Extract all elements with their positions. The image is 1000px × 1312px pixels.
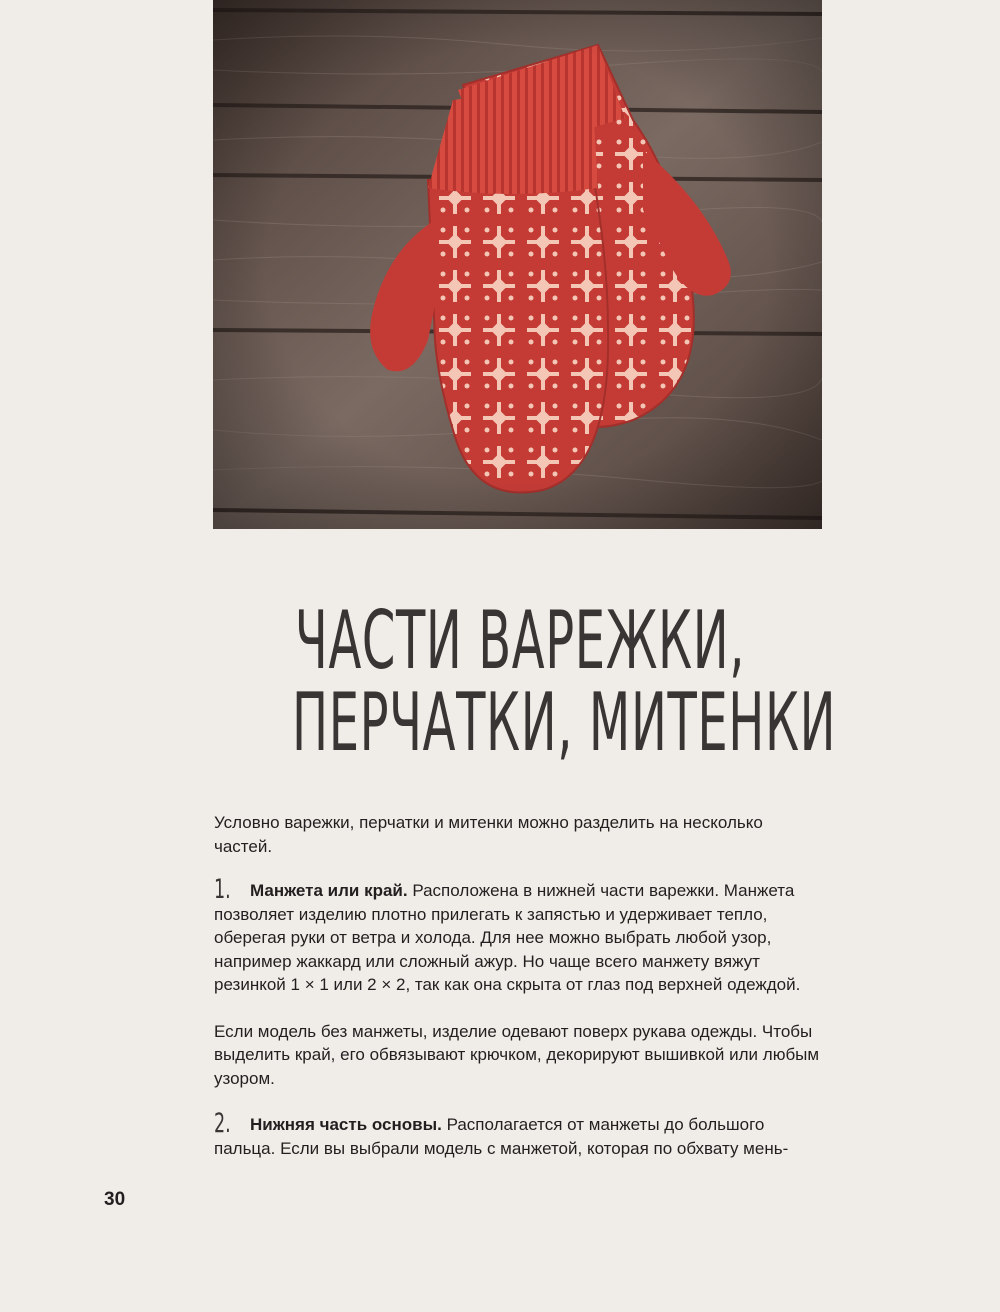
page-title <box>140 594 900 769</box>
article-body <box>214 811 824 1160</box>
extra-paragraph: Если модель без манжеты, изделие одевают поверх рукава одежды. Чтобы выделить край, его обвязывают крючком, декорируют вышивкой или любым узором. <box>214 1021 820 1088</box>
section-2 <box>214 1108 824 1160</box>
section-1-text: Расположена в нижней части варежки. Манжета позволяет изделию плотно прилегать к запястью и удерживает тепло, оберегая руки от ветра и холода. Для нее можно выбрать любой узор, например жаккард или сложный ажур. Но чаще всего манжету вяжут резинкой 1 × 1 или 2 × 2, так как она скрыта от глаз под верхней одеждой. <box>214 881 801 994</box>
section-2-heading: Нижняя часть основы. <box>250 1115 442 1134</box>
title-line-2: ПЕРЧАТКИ, МИТЕНКИ <box>292 676 837 769</box>
page-number: 30 <box>104 1189 126 1210</box>
title-line-1: ЧАСТИ ВАРЕЖКИ, <box>294 594 746 687</box>
section-1-heading: Манжета или край. <box>250 881 408 900</box>
mittens-photo <box>213 0 822 529</box>
section-2-text: Располагается от манжеты до большого пальца. Если вы выбрали модель с манжетой, которая по обхвату мень- <box>214 1115 789 1158</box>
section-2-number: 2. <box>214 1108 231 1139</box>
intro-paragraph: Условно варежки, перчатки и митенки можно разделить на несколько частей. <box>214 813 763 856</box>
section-1-number: 1. <box>214 874 231 905</box>
section-1 <box>214 874 824 997</box>
